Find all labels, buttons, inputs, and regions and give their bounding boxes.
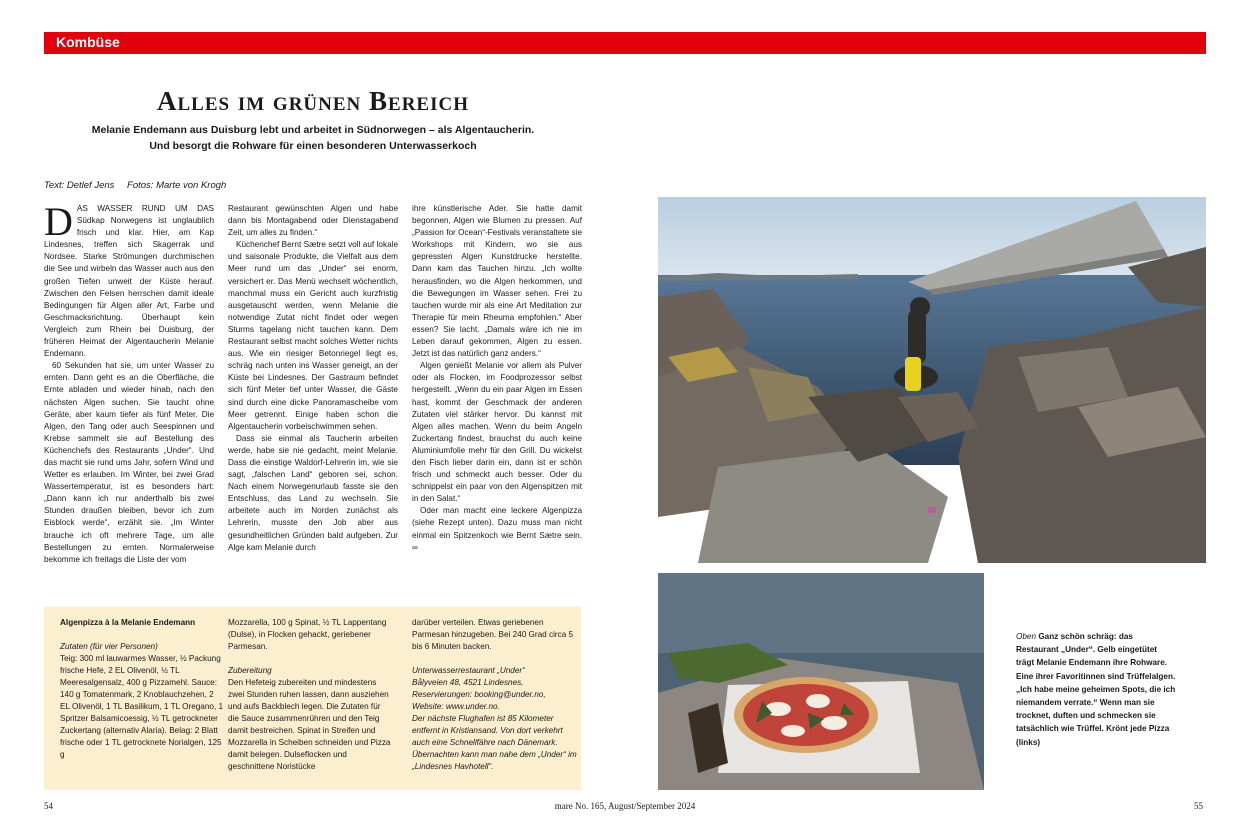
recipe-title: Algenpizza à la Melanie Endemann bbox=[60, 618, 196, 627]
section-bar bbox=[44, 32, 1206, 54]
recipe-ingredients: Teig: 300 ml lauwarmes Wasser, ½ Packung frische Hefe, 2 EL Olivenöl, ½ TL Meeresalgensalz, 400 g Pizzamehl. Sauce: 140 g Tomatenmark, 2 Knoblauchzehen, 2 EL Olivenöl, 1 TL Basilikum, 1 TL Oregano, 1 Spritzer Balsamicoessig, ½ TL getrockneter Zuckertang (alternativ Alaria). Belag: 2 Blatt frische oder 1 TL getrocknete Norialgen, 125 g bbox=[60, 654, 224, 759]
subtitle-line-1: Melanie Endemann aus Duisburg lebt und arbeitet in Südnorwegen – als Algentaucherin. bbox=[91, 124, 535, 136]
recipe-prep-cont: darüber verteilen. Etwas geriebenen Parmesan hinzugeben. Bei 240 Grad circa 5 bis 6 Minuten backen. bbox=[412, 618, 574, 651]
recipe-servings: Zutaten (für vier Personen) bbox=[60, 642, 158, 651]
photo-algae-pizza bbox=[658, 573, 984, 790]
restaurant-travel: Der nächste Flughafen ist 85 Kilometer entfernt in Kristiansand. Von dort verkehrt auch eine Schnellfähre nach Dänemark. Übernachten kann man nahe dem „Under“ im „Lindesnes Havhotell“. bbox=[412, 714, 577, 771]
caption-lead: Oben bbox=[1016, 632, 1037, 641]
section-label: Kombüse bbox=[56, 34, 120, 50]
recipe-ingredients-cont: Mozzarella, 100 g Spinat, ½ TL Lappentang (Dulse), in Flocken gehackt, geriebener Parmesan. bbox=[228, 618, 387, 651]
caption-text: Ganz schön schräg: das Restaurant „Under“. Gelb eingetütet trägt Melanie Endemann ihre Rohware. Eine ihrer Favoritinnen sind Trüffelalgen. „Ich habe meine geheimen Spots, die ich niemandem verrate.“ Wenn man sie trocknet, duften und schmecken sie tatsächlich wie Trüffel. Krönt jede Pizza (links) bbox=[1016, 632, 1176, 747]
photo-restaurant-diver bbox=[658, 197, 1206, 563]
article-paragraph: Dass sie einmal als Taucherin arbeiten werde, habe sie nie gedacht, meint Melanie. Dass die einstige Waldorf-Lehrerin im, wie sie sagt, „falschen Land“ geboren sei, schon. Nach einem Norwegenurlaub fasste sie den Entschluss, das Land zu wechseln. Sie arbeitete auch im Norden zunächst als Lehrerin, musste den Job aber aus gesundheitlichen Gründen bald aufgeben. Zur Alge kam Melanie durch bbox=[228, 433, 398, 552]
article-paragraph: Algen genießt Melanie vor allem als Pulver oder als Flocken, im Foodprozessor selbst hergestellt. „Wenn du ein paar Algen im Essen hast, kommt der Geschmack der anderen Zutaten viel stärker hervor. Du kannst mit Algen alles machen. Wenn du beim Angeln Zuckertang findest, brauchst du auch keine Aluminiumfolie mehr für den Grill. Du wickelst den Fisch lieber darin ein, dann ist er schön frisch und schmeckt auch besser. Oder du schnippelst ein paar von den Algenspitzen mit in den Salat.“ bbox=[412, 361, 582, 504]
page-number-left: 54 bbox=[44, 801, 53, 811]
article-paragraph: ihre künstlerische Ader. Sie hatte damit begonnen, Algen wie Blumen zu pressen. Auf „Passion for Ocean“-Festivals veranstaltete sie Workshops mit Kindern, wo sie aus gepressten Algen Kunstdrucke herstellte. Dann kam das Tauchen hinzu. „Ich wollte herausfinden, wo die Algen herkommen, und die Bewegungen im Wasser sehen. Frei zu tauchen wurde mir als eine Art Meditation zur Therapie für mein Rheuma empfohlen.“ Aber essen? Sie lacht. „Damals wäre ich nie im Leben darauf gekommen, Algen zu essen. Jetzt ist das natürlich ganz anders.“ bbox=[412, 204, 582, 359]
recipe-column-3 bbox=[412, 617, 577, 773]
article-title: Alles im grünen Bereich bbox=[157, 86, 469, 116]
article-subtitle bbox=[0, 122, 626, 154]
page-number-right: 55 bbox=[1194, 801, 1203, 811]
article-column-3 bbox=[412, 203, 582, 603]
issue-line: mare No. 165, August/September 2024 bbox=[554, 801, 696, 811]
article-paragraph: 60 Sekunden hat sie, um unter Wasser zu ernten. Dann geht es an die Oberfläche, die Ernte abladen und wieder hinab, nach den nächsten Algen suchen. Sie taucht ohne Geräte, aber kaum tiefer als fünf Meter. Die Algen, den Tang oder auch Seespinnen und Krebse sammelt sie auf Bestellung des Küchenchefs des Restaurants „Under“. Und das macht sie rund ums Jahr, sofern Wind und Wetter es erlauben. Im Winter, bei zwei Grad Wassertemperatur, ist es besonders hart: „Dann kann ich nur anderthalb bis zwei Stunden draußen bleiben, bevor ich zum Eisblock werde“, erzählt sie. „Im Winter brauche ich oft mehrere Tage, um alle Bestellungen zu ernten. Normalerweise bekomme ich freitags die Liste der vom bbox=[44, 361, 214, 564]
photo-caption bbox=[1016, 630, 1176, 749]
article-paragraph: Restaurant gewünschten Algen und habe dann bis Montagabend oder Dienstagabend Zeit, um alles zu finden.“ bbox=[228, 204, 398, 238]
subtitle-line-2: Und besorgt die Rohware für einen besonderen Unterwasserkoch bbox=[149, 140, 477, 152]
photo-algae-pizza-image bbox=[658, 573, 984, 790]
restaurant-info: Bålyveien 48, 4521 Lindesnes, Reservierungen: booking@under.no, Website: www.under.no. bbox=[412, 678, 546, 711]
drop-cap: D bbox=[44, 203, 73, 244]
photo-restaurant-diver-image bbox=[658, 197, 1206, 563]
recipe-box bbox=[44, 607, 581, 790]
lead-in-caps: AS WASSER RUND UM DAS bbox=[76, 204, 214, 213]
article-paragraph: Küchenchef Bernt Sætre setzt voll auf lokale und saisonale Produkte, die Vielfalt aus dem Meer rund um das „Under“ sei enorm, versichert er. Das Menü wechselt wöchentlich, manchmal muss ein Gericht auch kurzfristig ausgetauscht werden, wenn Melanie die notwendige Zutat nicht findet oder wegen Sturms tagelang nicht tauchen kann. Dem Restaurant selbst macht solches Wetter nichts aus. Wie ein riesiger Betonriegel liegt es, schräg nach unten ins Wasser geneigt, an der Küste bei Lindesnes. Der Gastraum befindet sich fünf Meter tief unter Wasser, die Gäste sind durch eine dicke Panoramascheibe vom Meer getrennt. Einige haben schon die Algentaucherin vorbeischwimmen sehen. bbox=[228, 240, 398, 431]
recipe-prep: Den Hefeteig zubereiten und mindestens zwei Stunden ruhen lassen, dann ausziehen und aufs Backblech legen. Die Zutaten für die Sauce zusammenrühren und den Teig damit bestreichen. Spinat in Streifen und Mozzarella in Scheiben schneiden und Pizza damit belegen. Dulseflocken und geschnittene Noristücke bbox=[228, 678, 391, 771]
article-paragraph: DAS WASSER RUND UM DAS Südkap Norwegens ist unglaublich frisch und klar. Hier, am Kap Lindesnes, treffen sich Skagerrak und Nordsee. Starke Strömungen durchmischen die See und wirbeln das Wasser auch aus den großen Tiefen unweit der Küste herauf. Zwischen den Felsen herrschen damit ideale Bedingungen für Algen aller Art, Farbe und Geschmacksrichtung. Überhaupt kein Vergleich zum Rhein bei Duisburg, der früheren Heimat der Algentaucherin Melanie Endemann. bbox=[44, 203, 214, 359]
recipe-column-2 bbox=[228, 617, 393, 773]
article-column-2 bbox=[228, 203, 398, 603]
restaurant-title: Unterwasserrestaurant „Under“ bbox=[412, 666, 525, 675]
author-credit: Text: Detlef Jens bbox=[44, 180, 115, 191]
recipe-prep-title: Zubereitung bbox=[228, 666, 272, 675]
credits bbox=[44, 180, 226, 191]
photo-credit: Fotos: Marte von Krogh bbox=[127, 180, 227, 191]
recipe-column-1 bbox=[60, 617, 225, 761]
article-paragraph: Oder man macht eine leckere Algenpizza (siehe Rezept unten). Dazu muss man nicht einmal ein Spitzenkoch wie Bernt Sætre sein. ∞ bbox=[412, 506, 582, 552]
article-column-1 bbox=[44, 203, 214, 603]
